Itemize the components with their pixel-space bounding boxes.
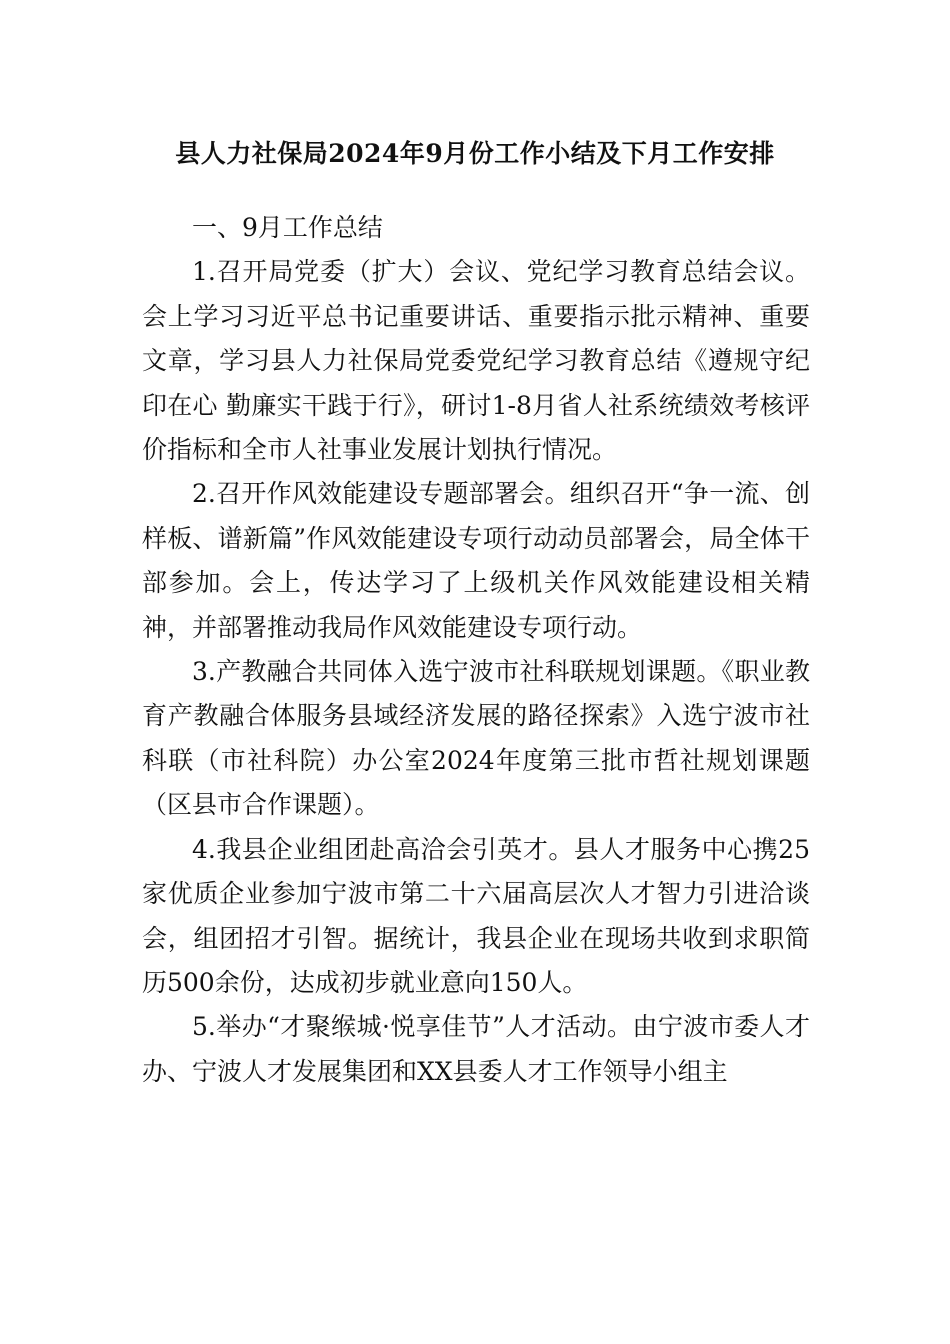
paragraph-2: 2.召开作风效能建设专题部署会。组织召开“争一流、创样板、谱新篇”作风效能建设专项行动动员部署会，局全体干部参加。会上，传达学习了上级机关作风效能建设相关精神，并部署推动我局作风效能建设专项行动。 xyxy=(142,479,810,642)
paragraph-5: 5.举办“才聚缑城·悦享佳节”人才活动。由宁波市委人才办、宁波人才发展集团和XX县委人才工作领导小组主 xyxy=(142,1012,810,1086)
document-title: 县人力社保局2024年9月份工作小结及下月工作安排 xyxy=(175,139,775,168)
paragraph-3: 3.产教融合共同体入选宁波市社科联规划课题。《职业教育产教融合体服务县域经济发展的路径探索》入选宁波市社科联（市社科院）办公室2024年度第三批市哲社规划课题（区县市合作课题）。 xyxy=(142,657,810,820)
paragraph-1: 1.召开局党委（扩大）会议、党纪学习教育总结会议。会上学习习近平总书记重要讲话、重要指示批示精神、重要文章，学习县人力社保局党委党纪学习教育总结《遵规守纪印在心 勤廉实干践于行》，研讨1-8月省人社系统绩效考核评价指标和全市人社事业发展计划执行情况。 xyxy=(142,257,810,465)
paragraph-4: 4.我县企业组团赴高洽会引英才。县人才服务中心携25家优质企业参加宁波市第二十六届高层次人才智力引进洽谈会，组团招才引智。据统计，我县企业在现场共收到求职简历500余份，达成初步就业意向150人。 xyxy=(142,834,810,997)
document-body xyxy=(142,206,810,1094)
section-heading: 一、9月工作总结 xyxy=(192,213,383,242)
